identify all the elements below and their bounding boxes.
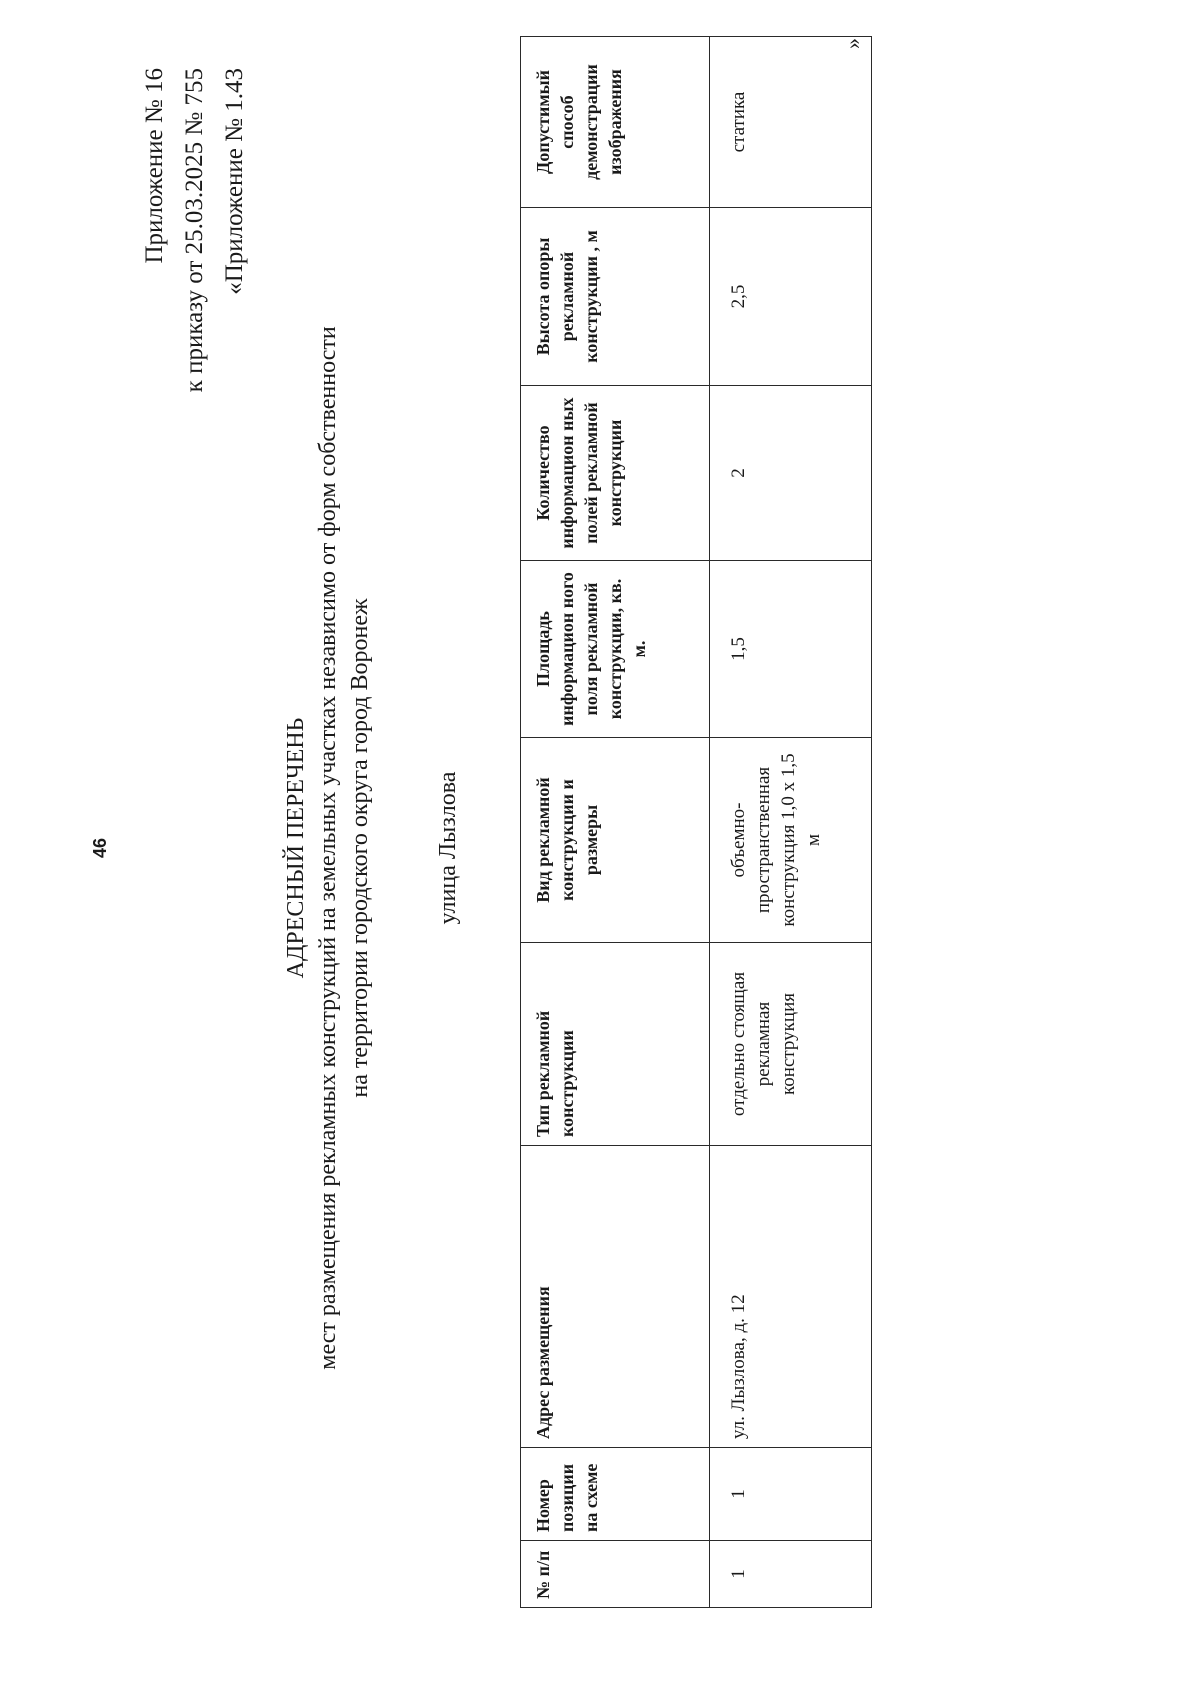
appendix-number: Приложение № 16 [141, 68, 168, 264]
document-title: АДРЕСНЫЙ ПЕРЕЧЕНЬ [283, 717, 309, 979]
cell-field-count: 2 [710, 386, 872, 561]
header-index: № п/п [521, 1541, 710, 1608]
cell-field-area: 1,5 [710, 561, 872, 738]
header-field-count: Количество информацион ных полей рекламной конструкции [521, 386, 710, 561]
header-support-height: Высота опоры рекламной конструкции , м [521, 208, 710, 386]
cell-construction-type: отдельно стоящая рекламная конструкция [710, 943, 872, 1146]
document-heading [280, 28, 376, 1668]
cell-position-number: 1 [710, 1448, 872, 1541]
table-header-row [521, 37, 710, 1608]
cell-index: 1 [710, 1541, 872, 1608]
cell-construction-kind: объемно-пространственная конструкция 1,0 х 1,5 м [710, 738, 872, 943]
address-register-table [520, 36, 872, 1608]
document-subtitle-line2: на территории городского округа город Воронеж [347, 598, 373, 1098]
header-position-number: Номер позиции на схеме [521, 1448, 710, 1541]
appendix-block [135, 68, 255, 392]
header-construction-kind: Вид рекламной конструкции и размеры [521, 738, 710, 943]
cell-display-method: статика [710, 37, 872, 208]
header-construction-type: Тип рекламной конструкции [521, 943, 710, 1146]
header-address: Адрес размещения [521, 1146, 710, 1448]
document-subtitle-line1: мест размещения рекламных конструкций на земельных участках независимо от форм собственности [315, 326, 341, 1370]
header-field-area: Площадь информацион ного поля рекламной конструкции, кв. м. [521, 561, 710, 738]
appendix-order-reference: к приказу от 25.03.2025 № 755 [181, 68, 208, 393]
page-number: 46 [90, 837, 110, 859]
header-display-method: Допустимый способ демонстрации изображения [521, 37, 710, 208]
appendix-subnumber: «Приложение № 1.43 [221, 68, 248, 295]
cell-support-height: 2,5 [710, 208, 872, 386]
rotated-page-content [40, 28, 1160, 1668]
cell-address: ул. Лызлова, д. 12 [710, 1146, 872, 1448]
street-name: улица Лызлова [435, 771, 461, 925]
closing-quote: » [840, 38, 865, 49]
table-row [710, 37, 872, 1608]
